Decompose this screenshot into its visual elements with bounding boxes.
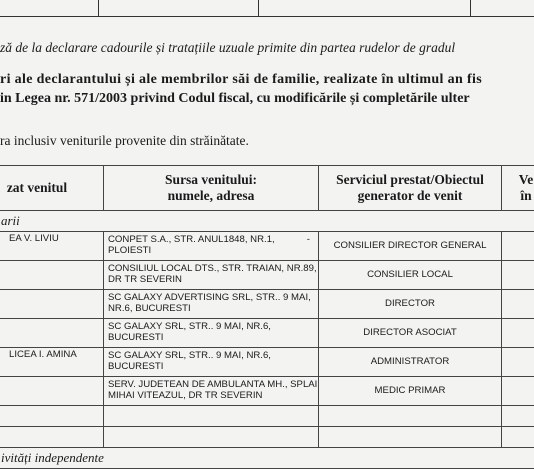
category-row: [0, 211, 534, 232]
income-table: [0, 165, 534, 469]
person-cell: [0, 377, 104, 406]
amount-cell: [502, 319, 534, 348]
header-amount: Ve în: [502, 166, 534, 211]
empty-cell: [104, 427, 319, 448]
table-row: [0, 348, 534, 377]
empty-cell: [502, 427, 534, 448]
income-table-header: [0, 166, 534, 211]
amount-cell: [502, 261, 534, 290]
empty-row: [0, 406, 534, 427]
table-row: [0, 261, 534, 290]
source-cell: SC GALAXY SRL, STR.. 9 MAI, NR.6, BUCURESTI: [104, 319, 319, 348]
source-cell: - CONPET S.A., STR. ANUL1848, NR.1, PLOIESTI: [104, 232, 319, 261]
gifts-note: ză de la declarare cadourile și tratațiile uzuale primite din partea rudelor de gradul: [0, 40, 455, 56]
table-row: [0, 319, 534, 348]
empty-cell: [319, 406, 502, 427]
empty-cell: [0, 427, 104, 448]
dash-mark: -: [307, 235, 318, 246]
source-cell: SERV. JUDETEAN DE AMBULANTA MH., SPLAI MIHAI VITEAZUL, DR TR SEVERIN: [104, 377, 319, 406]
category-independent-activities: ivități independente: [0, 448, 534, 469]
income-section-title-line2: in Legea nr. 571/2003 privind Codul fiscal, cu modificările și completările ulter: [0, 91, 470, 107]
header-service: Serviciul prestat/Obiectul generator de venit: [319, 166, 502, 211]
empty-cell: [502, 406, 534, 427]
income-section-title-line1: ri ale declarantului și ale membrilor săi de familie, realizate în ultimul an fis: [0, 72, 482, 88]
table-row: [0, 377, 534, 406]
empty-cell: [319, 427, 502, 448]
amount-cell: [502, 377, 534, 406]
category-salaries: arii: [0, 211, 534, 232]
person-cell: [0, 290, 104, 319]
empty-cell: [104, 406, 319, 427]
previous-table-fragment: [0, 0, 534, 17]
income-section-subnote: ra inclusiv veniturile provenite din străinătate.: [0, 133, 249, 149]
service-cell: ADMINISTRATOR: [319, 348, 502, 377]
person-cell: EA V. LIVIU: [0, 232, 104, 261]
service-cell: CONSILIER LOCAL: [319, 261, 502, 290]
amount-cell: [502, 290, 534, 319]
service-cell: MEDIC PRIMAR: [319, 377, 502, 406]
source-cell: SC GALAXY ADVERTISING SRL, STR.. 9 MAI, NR.6, BUCURESTI: [104, 290, 319, 319]
person-cell: LICEA I. AMINA: [0, 348, 104, 377]
table-row: [0, 232, 534, 261]
service-cell: CONSILIER DIRECTOR GENERAL: [319, 232, 502, 261]
header-source: Sursa venitului: numele, adresa: [104, 166, 319, 211]
service-cell: DIRECTOR: [319, 290, 502, 319]
empty-cell: [0, 406, 104, 427]
category-row: [0, 448, 534, 469]
amount-cell: [502, 348, 534, 377]
header-beneficiary: zat venitul: [0, 166, 104, 211]
source-cell: CONSILIUL LOCAL DTS., STR. TRAIAN, NR.89, DR TR SEVERIN: [104, 261, 319, 290]
empty-row: [0, 427, 534, 448]
source-cell: SC GALAXY SRL, STR.. 9 MAI, NR.6, BUCURESTI: [104, 348, 319, 377]
table-row: [0, 290, 534, 319]
service-cell: DIRECTOR ASOCIAT: [319, 319, 502, 348]
person-cell: [0, 319, 104, 348]
person-cell: [0, 261, 104, 290]
amount-cell: [502, 232, 534, 261]
